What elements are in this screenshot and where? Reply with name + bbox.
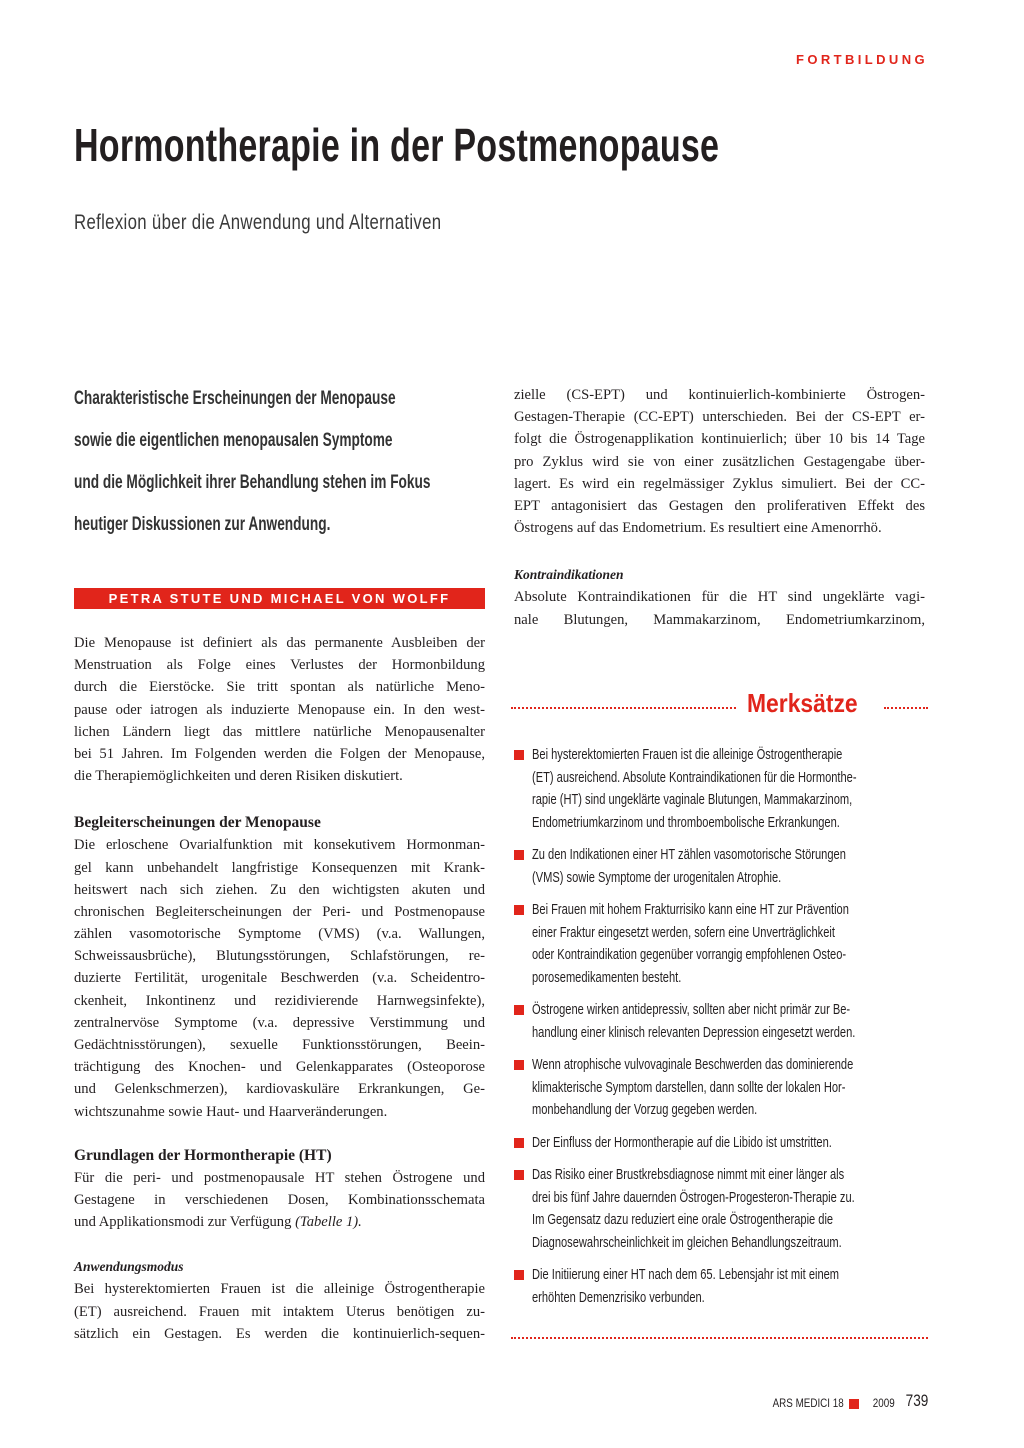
square-bullet-icon <box>514 1138 524 1148</box>
text-line: zentralnervöse Symptome (v.a. depressive Verstimmung und <box>74 1014 485 1031</box>
article-subtitle: Reflexion über die Anwendung und Alternativen <box>74 211 442 234</box>
text-line: Die erloschene Ovarialfunktion mit konsekutivem Hormonman- <box>74 837 485 854</box>
lead-line: und die Möglichkeit ihrer Behandlung stehen im Fokus <box>74 472 431 493</box>
text-line: EPT antagonisiert das Gestagen den proliferativen Effekt des <box>514 497 925 514</box>
lead-line: heutiger Diskussionen zur Anwendung. <box>74 514 331 535</box>
text-line: nale Blutungen, Mammakarzinom, Endometriumkarzinom, <box>514 611 925 628</box>
merksatz-line: Das Risiko einer Brustkrebsdiagnose nimmt mit einer länger als <box>532 1166 845 1183</box>
dotted-divider <box>511 707 736 709</box>
article-title: Hormontherapie in der Postmenopause <box>74 119 720 171</box>
section-heading: Begleiterscheinungen der Menopause <box>74 814 321 832</box>
merksatz-item <box>514 1264 928 1309</box>
page-footer <box>700 1392 928 1414</box>
text-line: gel kann unbehandelt langfristige Konsequenzen mit Krank- <box>74 859 485 876</box>
intro-paragraph <box>74 632 485 787</box>
merksatz-item <box>514 844 928 889</box>
lead-line: Charakteristische Erscheinungen der Menopause <box>74 388 396 409</box>
continued-paragraph <box>514 384 925 539</box>
left-column <box>74 632 485 1345</box>
page-number: 739 <box>905 1391 928 1410</box>
merksatz-item <box>514 1054 928 1122</box>
text-line: wichtszunahme sowie Haut- und Haarveränderungen. <box>74 1103 388 1120</box>
square-bullet-icon <box>514 750 524 760</box>
section-label: FORTBILDUNG <box>796 52 928 67</box>
text-line: Für die peri- und postmenopausale HT stehen Östrogene und <box>74 1169 485 1186</box>
merksatz-line: Bei hysterektomierten Frauen ist die alleinige Östrogentherapie <box>532 746 843 763</box>
merksatz-line: Der Einfluss der Hormontherapie auf die Libido ist umstritten. <box>532 1133 832 1151</box>
merksatz-item <box>514 1164 928 1254</box>
merksaetze-list <box>514 744 928 1319</box>
merksatz-item <box>514 744 928 834</box>
text-line: duzierte Fertilität, urogenitale Beschwerden (v.a. Scheidentro- <box>74 970 485 987</box>
text-line: Absolute Kontraindikationen für die HT sind ungeklärte vagi- <box>514 589 925 606</box>
text-line: zielle (CS-EPT) und kontinuierlich-kombinierte Östrogen- <box>514 387 925 403</box>
text-line: lagert. Es wird ein regelmässiger Zyklus simuliert. Bei der CC- <box>514 475 925 492</box>
merksatz-line: Bei Frauen mit hohem Frakturrisiko kann eine HT zur Prävention <box>532 901 849 918</box>
square-marker-icon <box>849 1399 859 1409</box>
text-line: zählen vasomotorische Symptome (VMS) (v.a. Wallungen, <box>74 926 485 943</box>
text-line: folgt die Östrogenapplikation kontinuierlich; über 10 bis 14 Tage <box>514 431 925 448</box>
merksatz-line: erhöhten Demenzrisiko verbunden. <box>532 1288 705 1306</box>
text-line: lichen Ländern liegt das mittlere natürliche Menopausenalter <box>74 723 485 740</box>
text-line: Gestagene in verschiedenen Dosen, Kombinationsschemata <box>74 1191 485 1208</box>
merksaetze-header <box>511 688 928 720</box>
text-line: die Therapiemöglichkeiten und deren Risiken diskutiert. <box>74 768 403 785</box>
text-line: pro Zyklus wird sie von einer zusätzlichen Gestagengabe über- <box>514 453 925 470</box>
merksatz-line: monbehandlung der Vorzug gegeben werden. <box>532 1101 758 1118</box>
table-reference-link[interactable]: (Tabelle 1). <box>295 1214 362 1231</box>
subsection-paragraph <box>514 586 925 630</box>
merksatz-line: Endometriumkarzinom und thromboembolische Erkrankungen. <box>532 813 840 831</box>
dotted-divider <box>884 707 928 709</box>
merksatz-line: rapie (HT) sind ungeklärte vaginale Blutungen, Mammakarzinom, <box>532 791 853 808</box>
lead-line: sowie die eigentlichen menopausalen Symptome <box>74 430 393 451</box>
text-line: heitswert nach sich ziehen. Zu den wichtigsten akuten und <box>74 881 485 898</box>
merksatz-line: (VMS) sowie Symptome der urogenitalen Atrophie. <box>532 868 782 886</box>
text-line: ckenheit, Inkontinenz und rezidivierende Harnwegsinfekte), <box>74 992 485 1009</box>
text-line: Bei hysterektomierten Frauen ist die alleinige Östrogentherapie <box>74 1281 485 1298</box>
section-paragraph <box>74 1167 485 1234</box>
text-line: Östrogens auf das Endometrium. Es resultiert eine Amenorrhö. <box>514 520 882 537</box>
merksaetze-title: Merksätze <box>747 688 858 718</box>
merksatz-line: oder Kontraindikation gegenüber vorrangig empfohlenen Osteo- <box>532 946 847 963</box>
merksatz-line: klimakterische Symptom darstellen, dann sollte der lokalen Hor- <box>532 1078 846 1096</box>
text-line: pause oder iatrogen als induzierte Menopause ein. In den west- <box>74 701 485 718</box>
merksatz-item <box>514 999 928 1044</box>
merksatz-item <box>514 899 928 989</box>
square-bullet-icon <box>514 1270 524 1280</box>
merksatz-line: Diagnosewahrscheinlichkeit im gleichen Behandlungszeitraum. <box>532 1233 842 1251</box>
text-line: (ET) ausreichend. Frauen mit intaktem Uterus benötigen zu- <box>74 1303 485 1320</box>
merksatz-line: (ET) ausreichend. Absolute Kontraindikationen für die Hormonthe- <box>532 768 857 786</box>
journal-name: ARS MEDICI 18 <box>772 1396 844 1410</box>
text-line: Gestagen-Therapie (CC-EPT) unterschieden. Bei der CS-EPT er- <box>514 409 925 426</box>
square-bullet-icon <box>514 1005 524 1015</box>
merksatz-line: porosemedikamenten besteht. <box>532 968 682 986</box>
square-bullet-icon <box>514 1170 524 1180</box>
merksatz-line: Wenn atrophische vulvovaginale Beschwerden das dominierende <box>532 1056 854 1073</box>
right-column <box>514 384 925 631</box>
text-line: Die Menopause ist definiert als das permanente Ausbleiben der <box>74 635 485 651</box>
text-line: bei 51 Jahren. Im Folgenden werden die Folgen der Menopause, <box>74 745 485 762</box>
subsection-heading: Anwendungsmodus <box>74 1259 184 1275</box>
text-line: und Gelenkschmerzen), kardiovaskuläre Erkrankungen, Ge- <box>74 1081 485 1098</box>
dotted-divider <box>511 1337 928 1339</box>
text-line: Gedächtnisstörungen), sexuelle Funktionsstörungen, Beein- <box>74 1037 485 1053</box>
text-line <box>74 1211 485 1233</box>
merksatz-line: Zu den Indikationen einer HT zählen vasomotorische Störungen <box>532 846 846 863</box>
section-paragraph <box>74 834 485 1122</box>
square-bullet-icon <box>514 1060 524 1070</box>
text-line: trächtigung des Knochen- und Gelenkapparates (Osteoporose <box>74 1059 485 1076</box>
text-span: und Applikationsmodi zur Verfügung <box>74 1214 296 1231</box>
section-heading: Grundlagen der Hormontherapie (HT) <box>74 1146 332 1164</box>
authors-banner: PETRA STUTE UND MICHAEL VON WOLFF <box>74 588 485 609</box>
text-line: sätzlich ein Gestagen. Es werden die kontinuierlich-sequen- <box>74 1325 485 1342</box>
text-line: chronischen Begleiterscheinungen der Peri- und Postmenopause <box>74 903 485 920</box>
subsection-heading: Kontraindikationen <box>514 567 624 583</box>
merksatz-line: handlung einer klinisch relevanten Depression eingesetzt werden. <box>532 1023 856 1041</box>
square-bullet-icon <box>514 850 524 860</box>
text-line: Schweissausbrüche), Blutungsstörungen, Schlafstörungen, re- <box>74 948 485 965</box>
merksatz-item <box>514 1132 928 1155</box>
publication-year: 2009 <box>873 1396 895 1410</box>
merksatz-line: drei bis fünf Jahre dauernden Östrogen-Progesteron-Therapie zu. <box>532 1188 855 1206</box>
merksatz-line: einer Fraktur eingesetzt werden, sofern eine Unverträglichkeit <box>532 923 835 941</box>
merksatz-line: Die Initiierung einer HT nach dem 65. Lebensjahr ist mit einem <box>532 1266 840 1283</box>
text-line: durch die Eierstöcke. Sie tritt spontan als natürliche Meno- <box>74 679 485 696</box>
merksatz-line: Östrogene wirken antidepressiv, sollten aber nicht primär zur Be- <box>532 1001 851 1018</box>
subsection-paragraph <box>74 1278 485 1345</box>
square-bullet-icon <box>514 905 524 915</box>
merksatz-line: Im Gegensatz dazu reduziert eine orale Östrogentherapie die <box>532 1211 834 1228</box>
text-line: Menstruation als Folge eines Verlustes der Hormonbildung <box>74 657 485 674</box>
